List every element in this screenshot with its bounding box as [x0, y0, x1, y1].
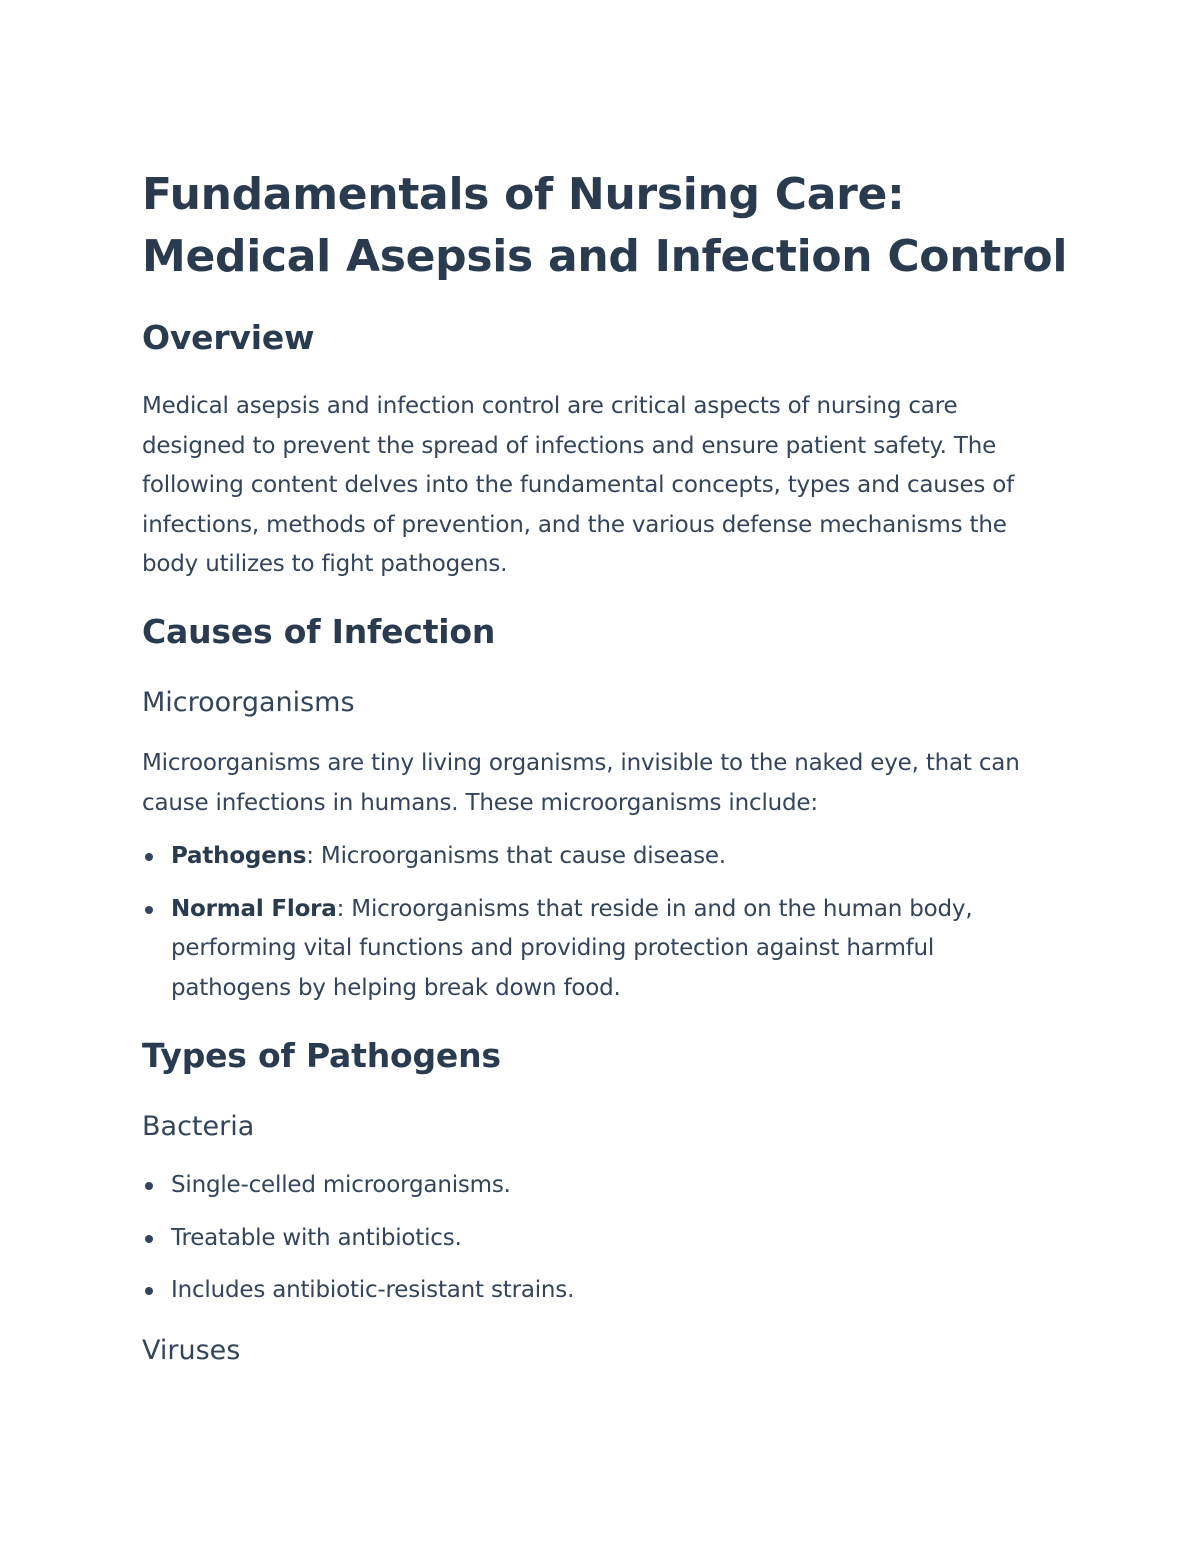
- list-item-text: : Microorganisms that cause disease.: [306, 843, 726, 869]
- microorganisms-paragraph: Microorganisms are tiny living organisms, invisible to the naked eye, that can cause infections in humans. These microorganisms include:: [142, 750, 1020, 816]
- bullet-icon: [145, 1182, 153, 1190]
- bacteria-heading: Bacteria: [142, 1111, 255, 1142]
- causes-heading: Causes of Infection: [142, 612, 496, 651]
- types-heading: Types of Pathogens: [142, 1036, 501, 1075]
- list-item-text: Includes antibiotic-resistant strains.: [171, 1277, 575, 1303]
- microorganisms-heading: Microorganisms: [142, 687, 355, 718]
- list-item: [142, 837, 1042, 877]
- bullet-icon: [145, 853, 153, 861]
- list-item-text: Single-celled microorganisms.: [171, 1172, 511, 1198]
- bullet-icon: [145, 1287, 153, 1295]
- list-item: [142, 1219, 1042, 1259]
- list-item-text: Treatable with antibiotics.: [171, 1224, 462, 1251]
- bullet-icon: [145, 906, 153, 914]
- list-item-term: Normal Flora: [171, 895, 337, 922]
- list-item-text: : Microorganisms that reside in and on the human body, performing vital functions and providing protection against harmful pathogens by helping break down food.: [171, 895, 973, 1001]
- overview-heading: Overview: [142, 318, 315, 357]
- document-title: Fundamentals of Nursing Care: Medical Asepsis and Infection Control: [142, 169, 1068, 282]
- viruses-heading: Viruses: [142, 1335, 241, 1366]
- list-item: [142, 1271, 1042, 1311]
- list-item: [142, 1166, 1042, 1206]
- overview-paragraph: Medical asepsis and infection control are critical aspects of nursing care designed to prevent the spread of infections and ensure patient safety. The following content delves into the fundamental concepts, types and causes of infections, methods of prevention, and the various defense mechanisms the body utilizes to fight pathogens.: [142, 393, 1015, 577]
- microorganisms-list: [142, 837, 1042, 1021]
- bacteria-list: [142, 1166, 1042, 1324]
- bullet-icon: [145, 1235, 153, 1243]
- list-item: [142, 890, 1042, 1009]
- list-item-term: Pathogens: [171, 843, 307, 869]
